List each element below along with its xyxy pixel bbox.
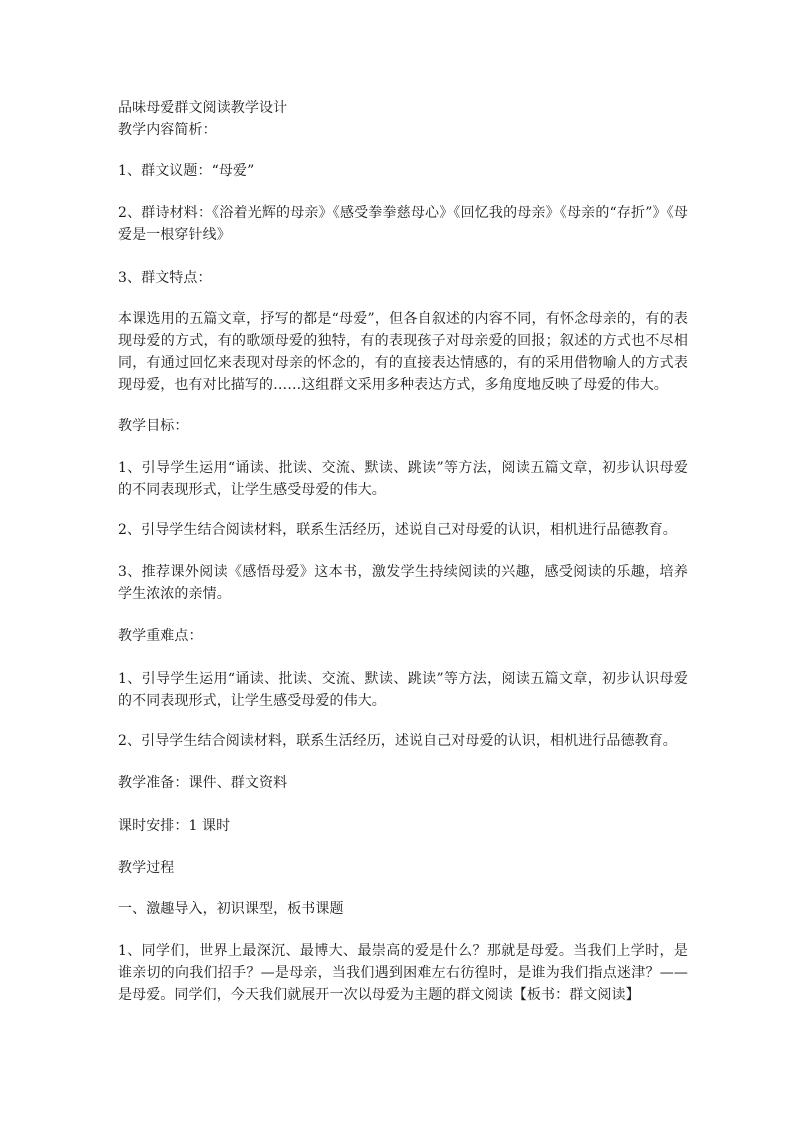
features-paragraph: 本课选用的五篇文章，抒写的都是“母爱”，但各自叙述的内容不同，有怀念母亲的，有的表现母爱的方式，有的歌颂母爱的独特，有的表现孩子对母亲爱的回报；叙述的方式也不尽相同，有通过回忆来表现对母亲的怀念的，有的直接表达情感的，有的采用借物喻人的方式表现母爱，也有对比描写的……这组群文采用多种表达方式，多角度地反映了母爱的伟大。 [118,311,688,393]
goal-1-paragraph: 1、引导学生运用“诵读、批读、交流、默读、跳读”等方法，阅读五篇文章，初步认识母爱的不同表现形式，让学生感受母爱的伟大。 [118,460,688,498]
goals-heading: 教学目标： [118,418,189,434]
content-analysis-heading: 教学内容简析： [118,122,217,138]
preparation-line: 教学准备：课件、群文资料 [118,775,288,791]
topic-paragraph: 1、群文议题：“母爱” [118,163,255,179]
key-points-heading: 教学重难点： [118,628,203,644]
document-title: 品味母爱群文阅读教学设计 [118,100,288,116]
schedule-line: 课时安排：1 课时 [118,818,231,834]
features-heading: 3、群文特点： [118,270,212,286]
key-point-1-paragraph: 1、引导学生运用“诵读、批读、交流、默读、跳读”等方法，阅读五篇文章，初步认识母爱的不同表现形式，让学生感受母爱的伟大。 [118,671,688,709]
materials-paragraph: 2、群诗材料：《浴着光辉的母亲》《感受拳拳慈母心》《回忆我的母亲》《母亲的“存折”》《母爱是一根穿针线》 [118,205,688,243]
step-1-paragraph: 1、同学们，世界上最深沉、最博大、最崇高的爱是什么？那就是母爱。当我们上学时，是谁亲切的向我们招手？—是母亲，当我们遇到困难左右彷徨时，是谁为我们指点迷津？——是母爱。同学们，今天我们就展开一次以母爱为主题的群文阅读【板书：群文阅读】 [118,943,688,1003]
goal-3-paragraph: 3、推荐课外阅读《感悟母爱》这本书，激发学生持续阅读的兴趣，感受阅读的乐趣，培养学生浓浓的亲情。 [118,564,688,602]
step-1-heading: 一、激趣导入，初识课型，板书课题 [118,901,344,917]
key-point-2-paragraph: 2、引导学生结合阅读材料，联系生活经历，述说自己对母爱的认识，相机进行品德教育。 [118,733,677,749]
goal-2-paragraph: 2、引导学生结合阅读材料，联系生活经历，述说自己对母爱的认识，相机进行品德教育。 [118,522,677,538]
process-heading: 教学过程 [118,860,175,876]
